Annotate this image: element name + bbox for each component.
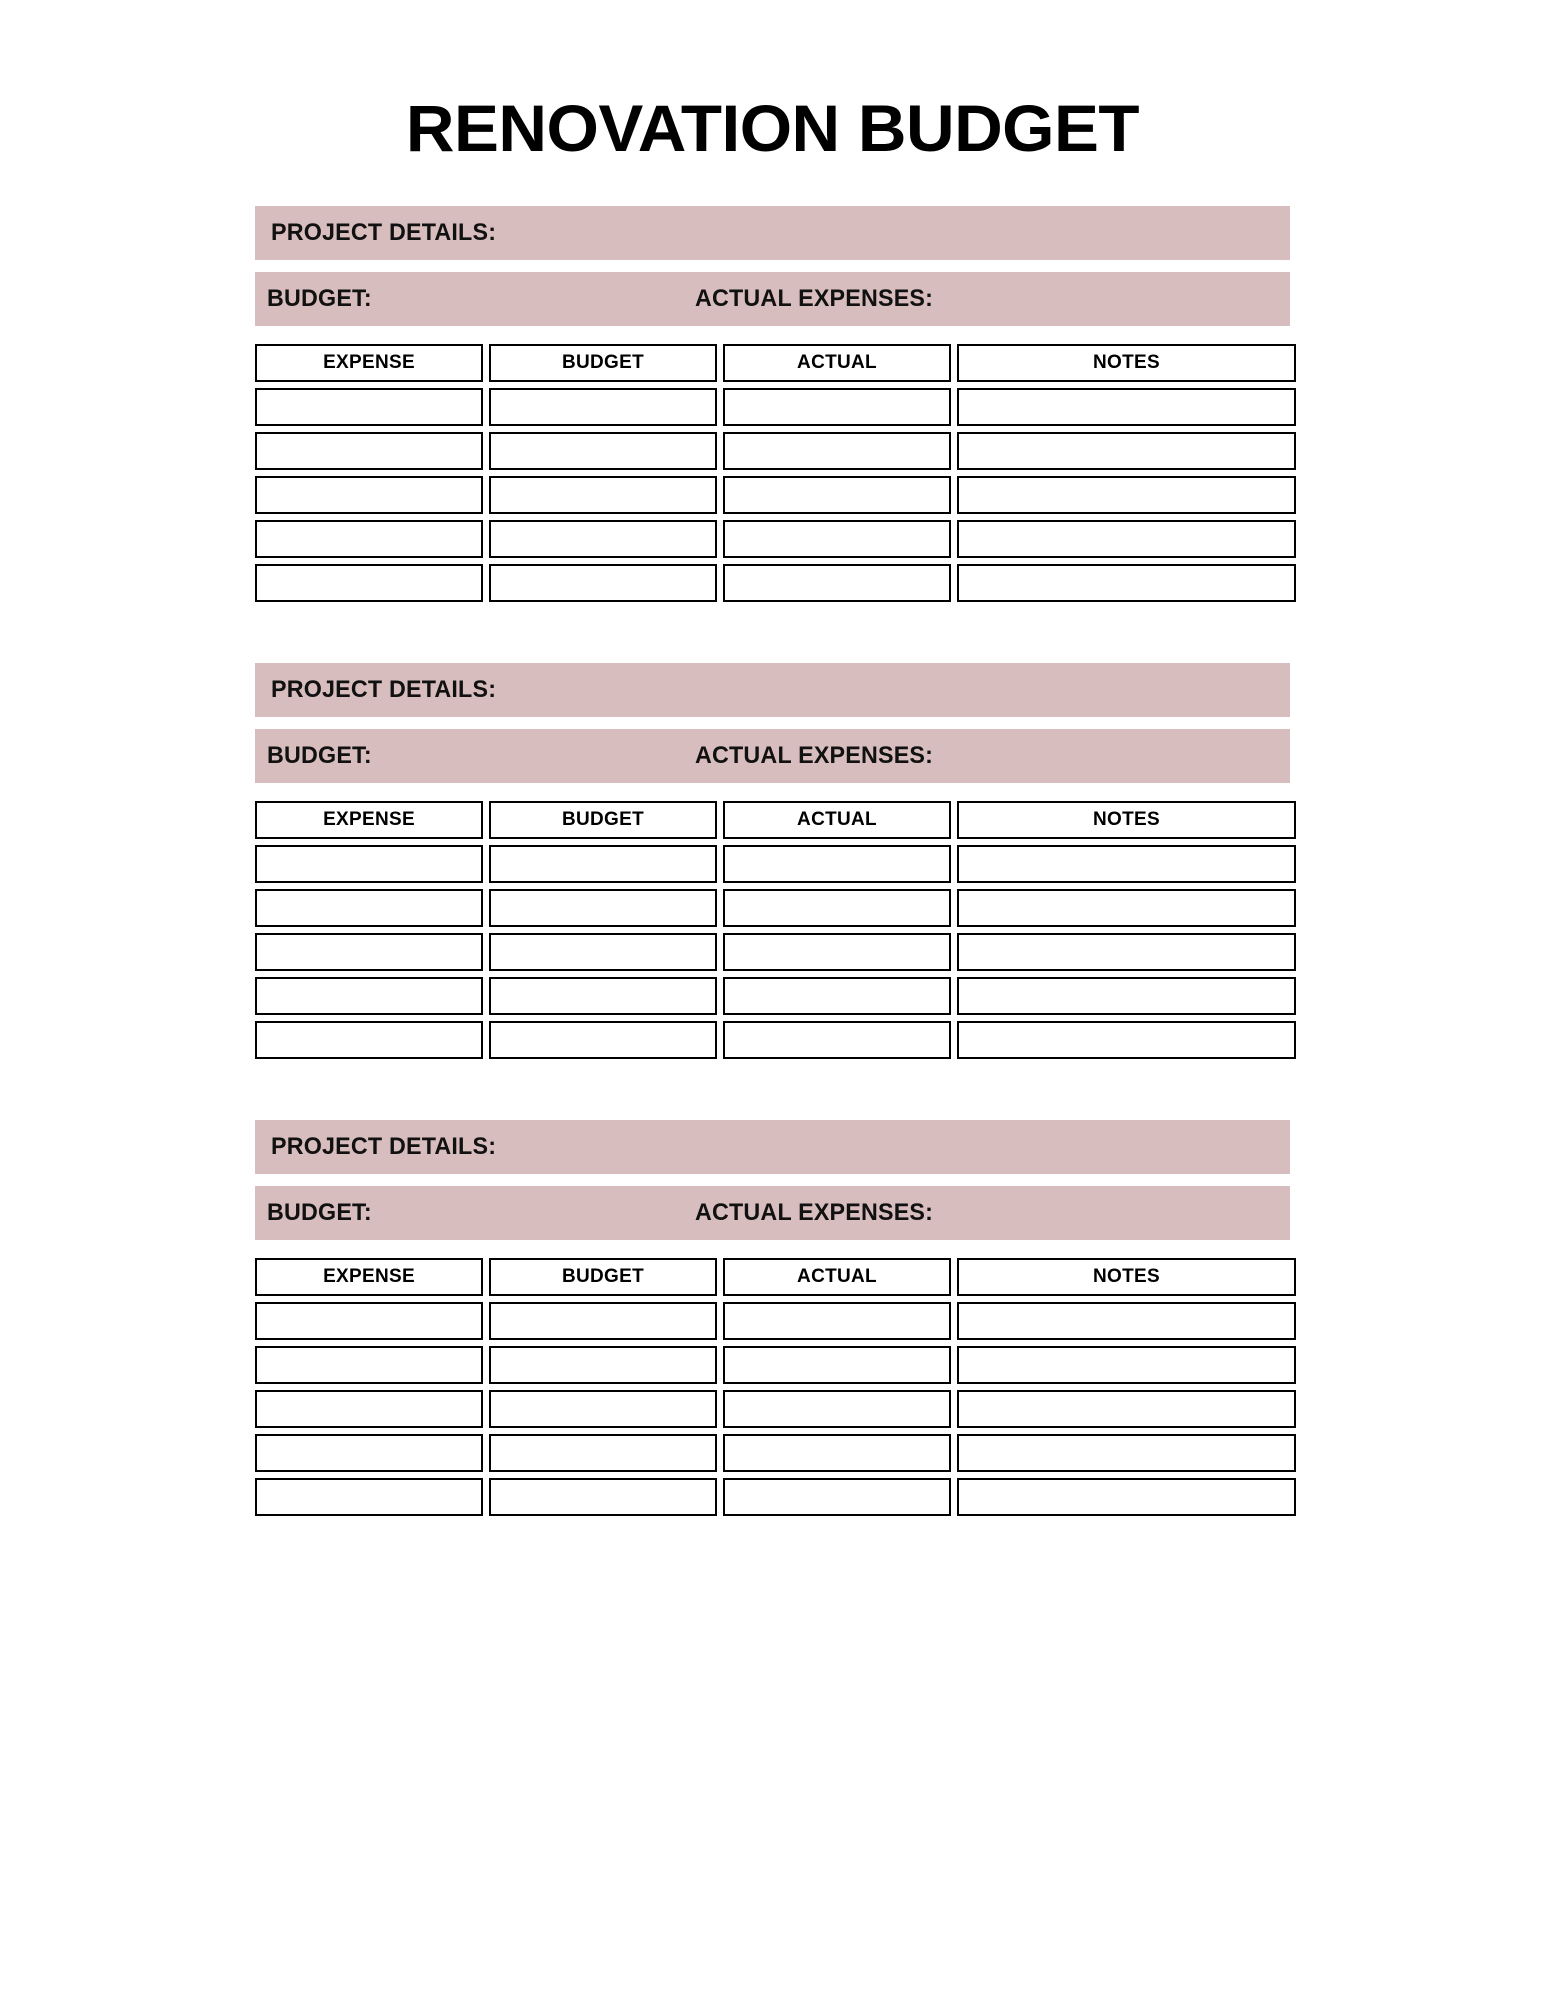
- column-header-expense: EXPENSE: [255, 344, 483, 382]
- table-row: [255, 1434, 1296, 1472]
- cell-budget-text: [491, 1400, 715, 1418]
- cell-expense-text: [257, 442, 481, 460]
- column-header-notes: NOTES: [957, 801, 1296, 839]
- table-row: [255, 1346, 1296, 1384]
- column-header-actual: ACTUAL: [723, 344, 951, 382]
- cell-budget-text: [491, 1488, 715, 1506]
- project-details-bar-3[interactable]: [255, 1120, 1290, 1174]
- cell-expense-text: [257, 1400, 481, 1418]
- cell-expense-text: [257, 1356, 481, 1374]
- cell-actual[interactable]: [723, 1346, 951, 1384]
- table-row: [255, 1302, 1296, 1340]
- table-row: [255, 388, 1296, 426]
- table-row: [255, 476, 1296, 514]
- column-header-budget: BUDGET: [489, 1258, 717, 1296]
- cell-budget-text: [491, 398, 715, 416]
- cell-budget-text: [491, 486, 715, 504]
- column-header-actual: ACTUAL: [723, 801, 951, 839]
- column-header-budget: BUDGET: [489, 801, 717, 839]
- cell-actual[interactable]: [723, 977, 951, 1015]
- cell-expense[interactable]: [255, 476, 483, 514]
- budget-section-2: [255, 663, 1290, 1065]
- page-title: RENOVATION BUDGET: [405, 91, 1140, 165]
- cell-notes[interactable]: [957, 889, 1296, 927]
- table-header-row: [255, 1258, 1296, 1296]
- cell-notes[interactable]: [957, 977, 1296, 1015]
- cell-expense[interactable]: [255, 889, 483, 927]
- expense-table-2: [249, 795, 1302, 1065]
- budget-section-3: [255, 1120, 1290, 1522]
- cell-notes-text: [959, 1356, 1294, 1374]
- cell-expense-text: [257, 486, 481, 504]
- budget-summary-bar-1[interactable]: [255, 272, 1290, 326]
- cell-budget-text: [491, 899, 715, 917]
- column-header-expense: EXPENSE: [255, 1258, 483, 1296]
- actual-expenses-label-1: ACTUAL EXPENSES:: [695, 285, 934, 312]
- column-header-expense: EXPENSE: [255, 801, 483, 839]
- cell-actual-text: [725, 1400, 949, 1418]
- cell-expense[interactable]: [255, 1390, 483, 1428]
- cell-expense[interactable]: [255, 388, 483, 426]
- cell-budget[interactable]: [489, 845, 717, 883]
- cell-notes[interactable]: [957, 520, 1296, 558]
- cell-budget[interactable]: [489, 564, 717, 602]
- cell-budget-text: [491, 943, 715, 961]
- cell-expense[interactable]: [255, 845, 483, 883]
- actual-expenses-label-3: ACTUAL EXPENSES:: [695, 1199, 934, 1226]
- table-row: [255, 933, 1296, 971]
- cell-actual-text: [725, 574, 949, 592]
- budget-summary-bar-2[interactable]: [255, 729, 1290, 783]
- cell-actual[interactable]: [723, 1302, 951, 1340]
- cell-actual[interactable]: [723, 520, 951, 558]
- cell-notes[interactable]: [957, 933, 1296, 971]
- cell-actual-text: [725, 855, 949, 873]
- cell-budget[interactable]: [489, 476, 717, 514]
- cell-notes-text: [959, 1031, 1294, 1049]
- cell-actual[interactable]: [723, 388, 951, 426]
- cell-notes-text: [959, 899, 1294, 917]
- table-row: [255, 889, 1296, 927]
- cell-actual-text: [725, 899, 949, 917]
- cell-actual-text: [725, 1444, 949, 1462]
- cell-expense-text: [257, 855, 481, 873]
- cell-notes[interactable]: [957, 432, 1296, 470]
- cell-actual[interactable]: [723, 476, 951, 514]
- cell-budget[interactable]: [489, 388, 717, 426]
- cell-actual[interactable]: [723, 1434, 951, 1472]
- table-row: [255, 1390, 1296, 1428]
- cell-notes[interactable]: [957, 1434, 1296, 1472]
- cell-actual[interactable]: [723, 1390, 951, 1428]
- cell-notes[interactable]: [957, 1021, 1296, 1059]
- column-header-notes: NOTES: [957, 1258, 1296, 1296]
- cell-budget-text: [491, 574, 715, 592]
- table-row: [255, 432, 1296, 470]
- cell-budget-text: [491, 442, 715, 460]
- cell-expense[interactable]: [255, 977, 483, 1015]
- cell-notes[interactable]: [957, 476, 1296, 514]
- cell-expense[interactable]: [255, 1346, 483, 1384]
- table-header-row: [255, 801, 1296, 839]
- cell-actual-text: [725, 987, 949, 1005]
- expense-table-3: [249, 1252, 1302, 1522]
- cell-budget-text: [491, 1031, 715, 1049]
- cell-expense-text: [257, 1444, 481, 1462]
- project-details-label-2: PROJECT DETAILS:: [271, 676, 497, 703]
- table-row: [255, 977, 1296, 1015]
- cell-budget-text: [491, 1312, 715, 1330]
- cell-actual[interactable]: [723, 933, 951, 971]
- cell-notes[interactable]: [957, 1478, 1296, 1516]
- cell-expense-text: [257, 1488, 481, 1506]
- cell-budget[interactable]: [489, 1434, 717, 1472]
- cell-budget[interactable]: [489, 1346, 717, 1384]
- cell-expense[interactable]: [255, 1434, 483, 1472]
- cell-actual[interactable]: [723, 1478, 951, 1516]
- cell-actual-text: [725, 1356, 949, 1374]
- cell-actual-text: [725, 1312, 949, 1330]
- cell-notes[interactable]: [957, 1390, 1296, 1428]
- project-details-label-3: PROJECT DETAILS:: [271, 1133, 497, 1160]
- cell-expense[interactable]: [255, 1021, 483, 1059]
- cell-budget[interactable]: [489, 933, 717, 971]
- cell-notes[interactable]: [957, 1302, 1296, 1340]
- expense-table-1: [249, 338, 1302, 608]
- cell-expense[interactable]: [255, 1302, 483, 1340]
- cell-actual-text: [725, 1031, 949, 1049]
- cell-notes-text: [959, 943, 1294, 961]
- cell-budget[interactable]: [489, 1390, 717, 1428]
- budget-label-2: BUDGET:: [267, 742, 372, 769]
- cell-expense-text: [257, 398, 481, 416]
- cell-notes[interactable]: [957, 388, 1296, 426]
- cell-actual-text: [725, 442, 949, 460]
- cell-notes-text: [959, 1488, 1294, 1506]
- cell-expense-text: [257, 1312, 481, 1330]
- cell-actual[interactable]: [723, 432, 951, 470]
- cell-notes-text: [959, 574, 1294, 592]
- budget-section-1: [255, 206, 1290, 608]
- cell-notes-text: [959, 855, 1294, 873]
- cell-notes-text: [959, 987, 1294, 1005]
- table-row: [255, 1478, 1296, 1516]
- cell-notes-text: [959, 530, 1294, 548]
- table-header-row: [255, 344, 1296, 382]
- cell-notes-text: [959, 398, 1294, 416]
- cell-expense-text: [257, 943, 481, 961]
- cell-expense[interactable]: [255, 1478, 483, 1516]
- column-header-budget: BUDGET: [489, 344, 717, 382]
- cell-budget-text: [491, 855, 715, 873]
- cell-expense[interactable]: [255, 520, 483, 558]
- cell-budget-text: [491, 1444, 715, 1462]
- column-header-notes: NOTES: [957, 344, 1296, 382]
- cell-budget[interactable]: [489, 1302, 717, 1340]
- cell-expense[interactable]: [255, 432, 483, 470]
- cell-notes-text: [959, 1312, 1294, 1330]
- cell-budget[interactable]: [489, 977, 717, 1015]
- cell-actual[interactable]: [723, 1021, 951, 1059]
- project-details-bar-2[interactable]: [255, 663, 1290, 717]
- cell-actual-text: [725, 1488, 949, 1506]
- cell-budget[interactable]: [489, 1478, 717, 1516]
- cell-expense[interactable]: [255, 933, 483, 971]
- cell-expense-text: [257, 574, 481, 592]
- column-header-actual: ACTUAL: [723, 1258, 951, 1296]
- cell-budget-text: [491, 1356, 715, 1374]
- cell-actual[interactable]: [723, 564, 951, 602]
- cell-expense-text: [257, 530, 481, 548]
- cell-actual-text: [725, 486, 949, 504]
- cell-actual-text: [725, 943, 949, 961]
- cell-budget[interactable]: [489, 432, 717, 470]
- cell-expense-text: [257, 987, 481, 1005]
- cell-notes-text: [959, 442, 1294, 460]
- cell-expense-text: [257, 1031, 481, 1049]
- cell-notes[interactable]: [957, 564, 1296, 602]
- cell-expense-text: [257, 899, 481, 917]
- cell-actual[interactable]: [723, 889, 951, 927]
- budget-summary-bar-3[interactable]: [255, 1186, 1290, 1240]
- cell-budget-text: [491, 530, 715, 548]
- cell-notes-text: [959, 1400, 1294, 1418]
- cell-notes[interactable]: [957, 1346, 1296, 1384]
- cell-expense[interactable]: [255, 564, 483, 602]
- cell-actual-text: [725, 398, 949, 416]
- cell-budget[interactable]: [489, 1021, 717, 1059]
- cell-actual[interactable]: [723, 845, 951, 883]
- cell-budget[interactable]: [489, 889, 717, 927]
- table-row: [255, 520, 1296, 558]
- table-row: [255, 845, 1296, 883]
- cell-actual-text: [725, 530, 949, 548]
- project-details-label-1: PROJECT DETAILS:: [271, 219, 497, 246]
- cell-notes[interactable]: [957, 845, 1296, 883]
- sections-container: [255, 164, 1290, 1522]
- budget-label-1: BUDGET:: [267, 285, 372, 312]
- cell-notes-text: [959, 486, 1294, 504]
- budget-label-3: BUDGET:: [267, 1199, 372, 1226]
- table-row: [255, 564, 1296, 602]
- actual-expenses-label-2: ACTUAL EXPENSES:: [695, 742, 934, 769]
- cell-budget-text: [491, 987, 715, 1005]
- table-row: [255, 1021, 1296, 1059]
- project-details-bar-1[interactable]: [255, 206, 1290, 260]
- cell-notes-text: [959, 1444, 1294, 1462]
- cell-budget[interactable]: [489, 520, 717, 558]
